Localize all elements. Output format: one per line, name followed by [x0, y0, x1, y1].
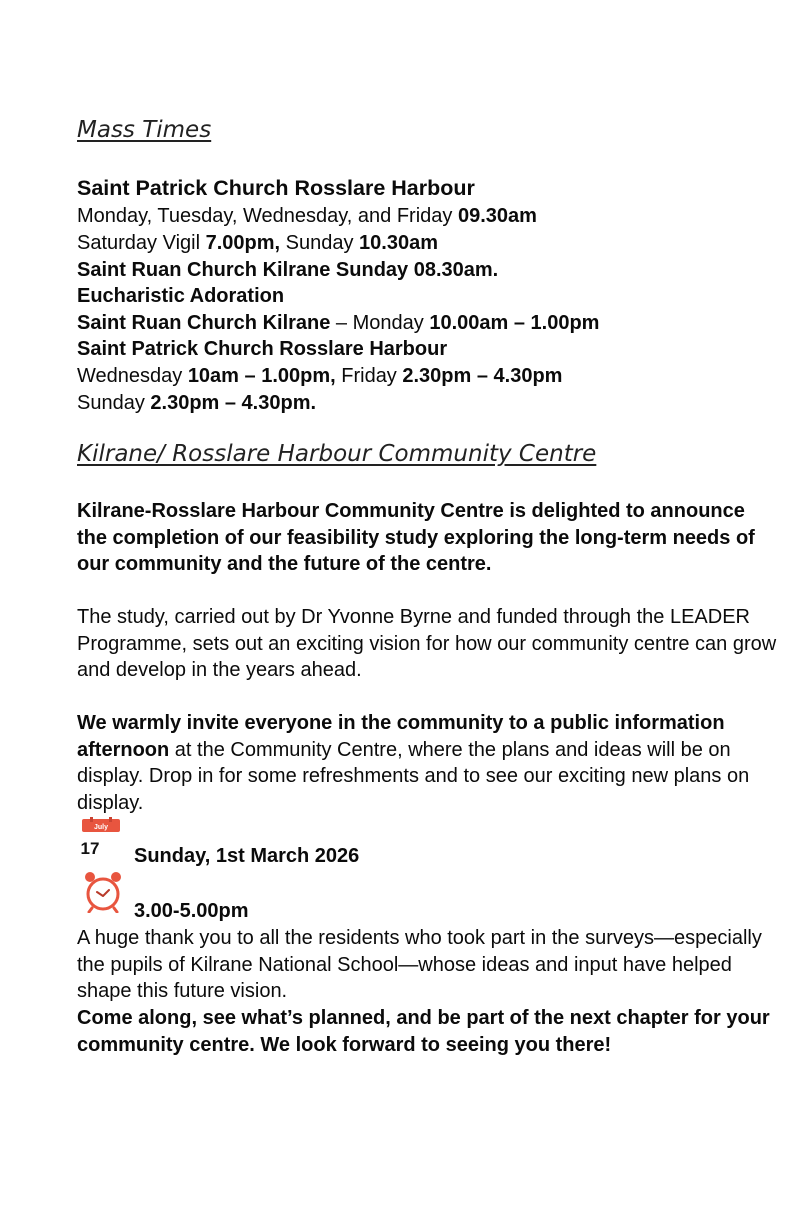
calendar-icon [80, 817, 122, 857]
community-centre-heading: Kilrane/ Rosslare Harbour Community Centre [77, 441, 597, 467]
mass-times-heading: Mass Times [77, 117, 212, 143]
vigil-time: 7.00pm, [205, 232, 281, 254]
calendar-month: July [93, 824, 109, 831]
invitation-paragraph [77, 710, 777, 817]
alarm-clock-icon [81, 869, 125, 913]
adoration-kilrane-time: 10.00am – 1.00pm [429, 312, 600, 334]
closing-paragraph: Come along, see what’s planned, and be part of the next chapter for your community centre. We look forward to seeing you there! [77, 1007, 770, 1056]
study-paragraph: The study, carried out by Dr Yvonne Byrne and funded through the LEADER Programme, sets out an exciting vision for how our community centre can grow and develop in the years ahead. [77, 606, 777, 682]
weekend-mass-line [77, 230, 438, 257]
adoration-wed-label: Wednesday [77, 365, 188, 387]
adoration-heading: Eucharistic Adoration [77, 285, 285, 307]
invitation-bold: We warmly invite everyone in the community to a public information afternoon [77, 712, 725, 761]
weekday-time: 09.30am [457, 205, 537, 227]
adoration-wed-time: 10am – 1.00pm, [187, 365, 336, 387]
adoration-sunday-line [77, 390, 316, 417]
calendar-day: 17 [80, 839, 100, 857]
event-date: Sunday, 1st March 2026 [134, 845, 360, 867]
event-time: 3.00-5.00pm [134, 900, 249, 922]
announcement-paragraph: Kilrane-Rosslare Harbour Community Centre is delighted to announce the completion of our feasibility study exploring the long-term needs of our community and the future of the centre. [77, 500, 755, 576]
church1-title: Saint Patrick Church Rosslare Harbour [77, 176, 475, 200]
weekday-mass-line [77, 203, 537, 230]
adoration-rosslare-church: Saint Patrick Church Rosslare Harbour [77, 338, 448, 360]
weekday-days: Monday, Tuesday, Wednesday, and Friday [77, 205, 458, 227]
adoration-fri-time: 2.30pm – 4.30pm [402, 365, 563, 387]
thanks-paragraph: A huge thank you to all the residents who took part in the surveys—especially the pupils of Kilrane National School—whose ideas and input have helped shape this future vision. [77, 927, 762, 1003]
adoration-kilrane-day: – Monday [330, 312, 430, 334]
adoration-kilrane-line [77, 310, 599, 337]
adoration-rosslare-times [77, 363, 562, 390]
adoration-sun-label: Sunday [77, 392, 151, 414]
sunday-time: 10.30am [359, 232, 438, 254]
sunday-label: Sunday [280, 232, 360, 254]
invitation-rest: at the Community Centre, where the plans and ideas will be on display. Drop in for some refreshments and to see our exciting new plans on display. [77, 738, 750, 815]
vigil-label: Saturday Vigil [77, 232, 206, 254]
adoration-fri-label: Friday [335, 365, 403, 387]
adoration-kilrane-church: Saint Ruan Church Kilrane [77, 312, 331, 334]
adoration-sun-time: 2.30pm – 4.30pm. [150, 392, 317, 414]
kilrane-sunday-mass: Saint Ruan Church Kilrane Sunday 08.30am. [77, 259, 499, 281]
